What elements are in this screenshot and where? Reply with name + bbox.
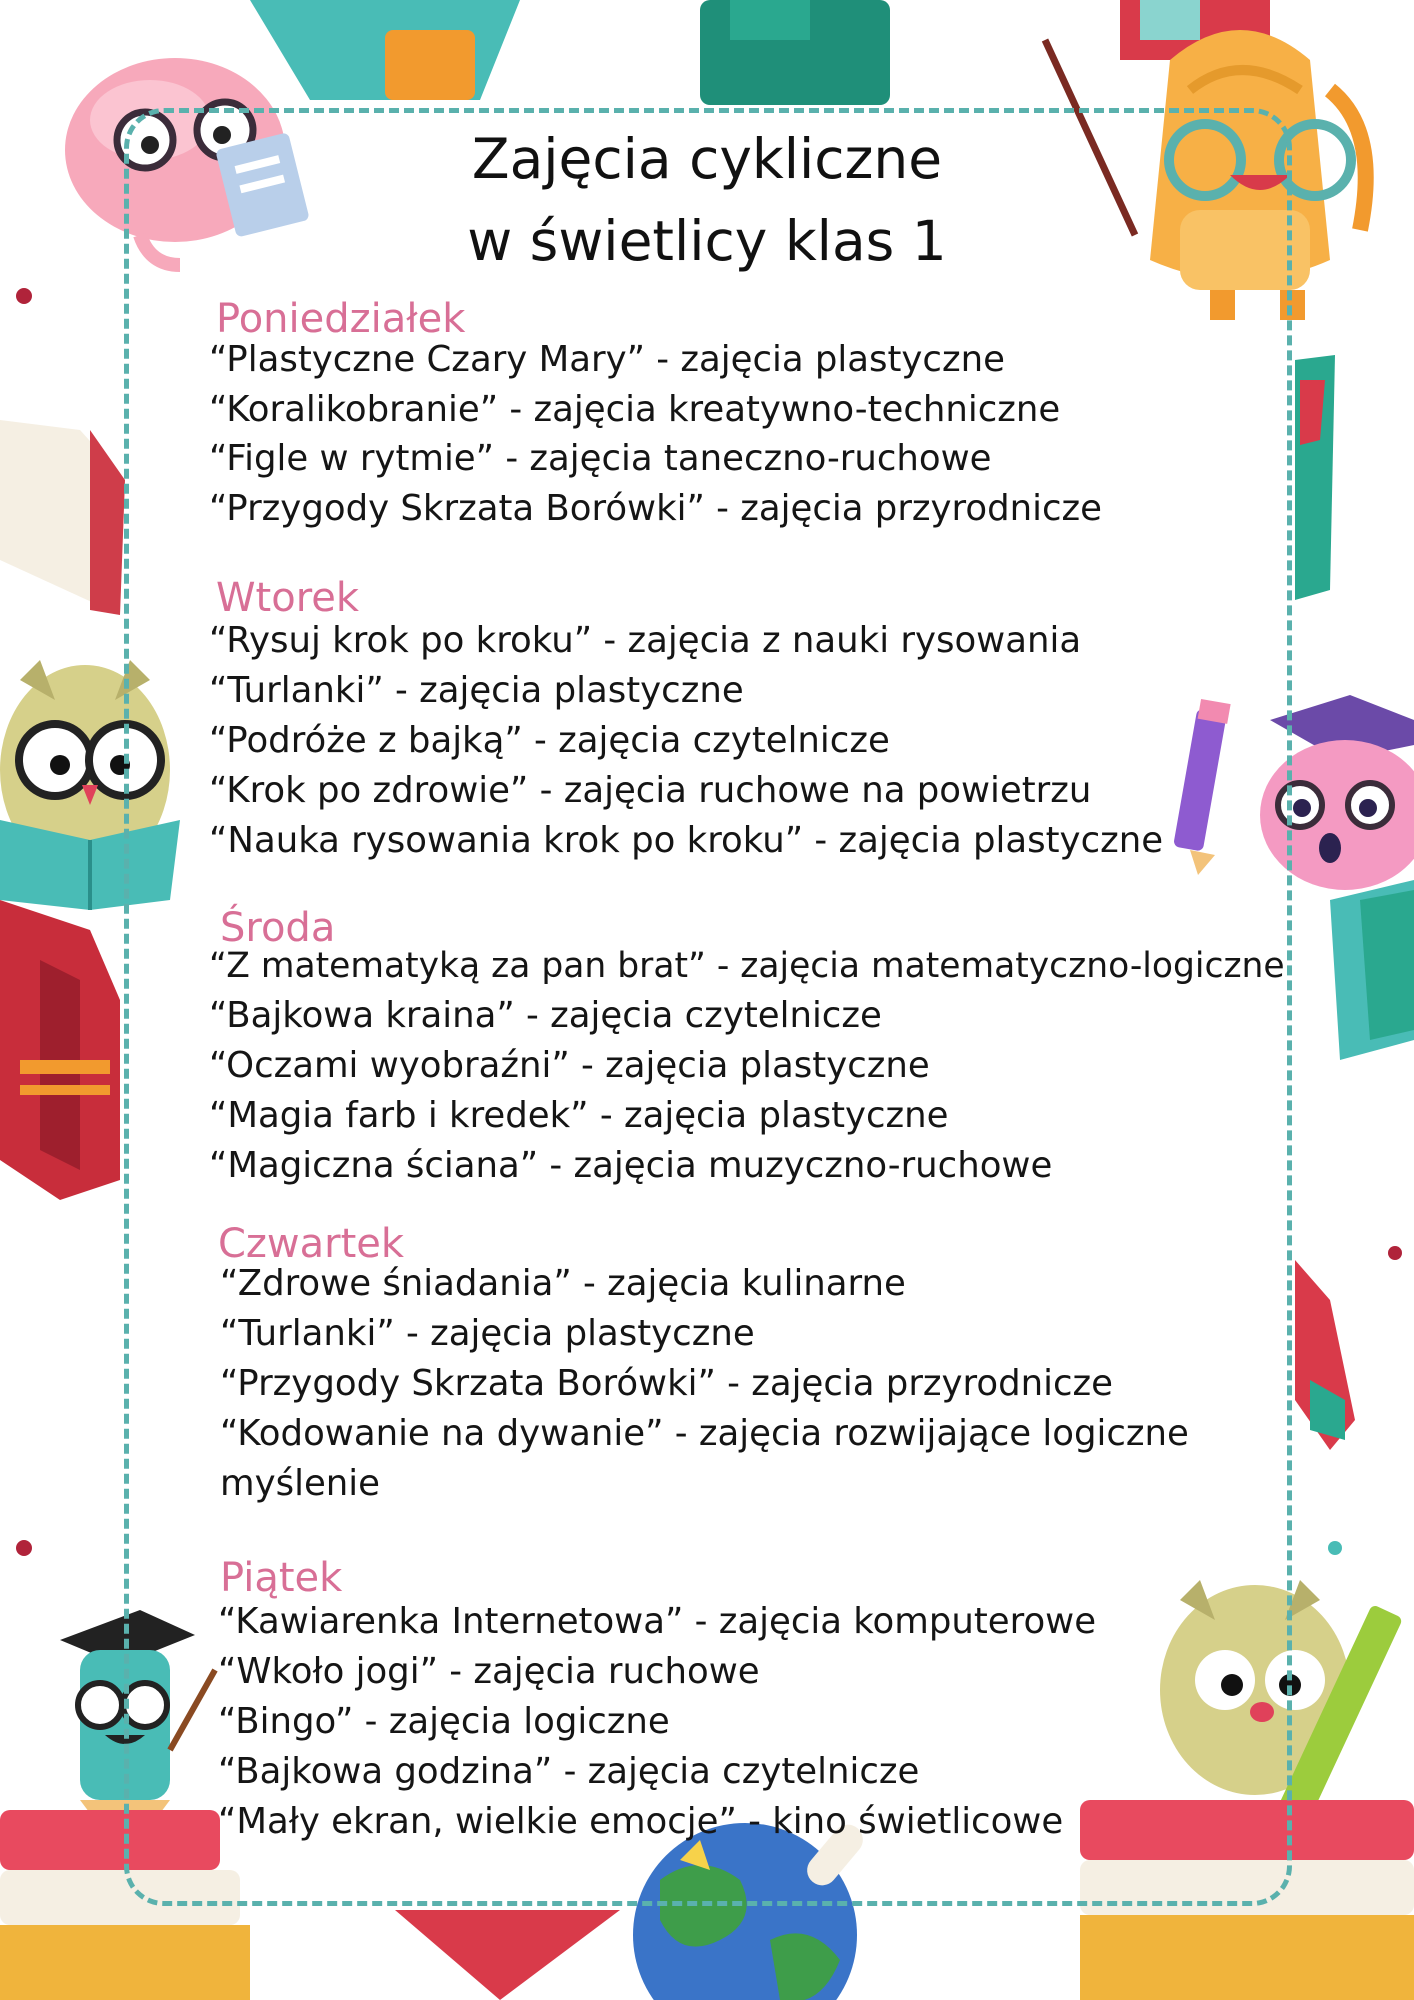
day-heading-thursday: Czwartek [218,1221,405,1267]
activity-item: “Oczami wyobraźni” - zajęcia plastyczne [209,1045,930,1086]
activity-item: “Podróże z bajką” - zajęcia czytelnicze [209,720,890,761]
activity-item: “Koralikobranie” - zajęcia kreatywno-techniczne [209,389,1061,430]
activity-item: “Zdrowe śniadania” - zajęcia kulinarne [220,1263,906,1304]
activity-item: “Bajkowa godzina” - zajęcia czytelnicze [218,1751,920,1792]
title-line-2: w świetlicy klas 1 [467,209,947,273]
activity-item: “Plastyczne Czary Mary” - zajęcia plastyczne [209,339,1005,380]
day-heading-monday: Poniedziałek [216,296,466,342]
activity-item: “Mały ekran, wielkie emocje” - kino świetlicowe [218,1801,1064,1842]
day-heading-tuesday: Wtorek [216,575,360,621]
activity-item: “Nauka rysowania krok po kroku” - zajęcia plastyczne [209,820,1164,861]
activity-item: “Figle w rytmie” - zajęcia taneczno-ruchowe [209,438,992,479]
activity-item: “Wkoło jogi” - zajęcia ruchowe [218,1651,760,1692]
day-heading-wednesday: Środa [220,905,336,951]
activity-item: “Magiczna ściana” - zajęcia muzyczno-ruchowe [209,1145,1053,1186]
activity-item: “Magia farb i kredek” - zajęcia plastyczne [209,1095,949,1136]
title-line-1: Zajęcia cykliczne [471,127,943,191]
activity-item: “Z matematyką za pan brat” - zajęcia matematyczno-logiczne [209,946,1285,986]
activity-item: “Krok po zdrowie” - zajęcia ruchowe na powietrzu [209,770,1092,811]
activity-item: “Kawiarenka Internetowa” - zajęcia komputerowe [218,1601,1097,1642]
activity-item: myślenie [220,1463,380,1504]
day-heading-friday: Piątek [220,1555,343,1601]
activity-item: “Rysuj krok po kroku” - zajęcia z nauki rysowania [209,620,1082,661]
page-title [0,118,1414,282]
top-books-icon [250,0,1270,105]
activity-item: “Turlanki” - zajęcia plastyczne [209,670,744,711]
activity-item: “Bingo” - zajęcia logiczne [218,1701,670,1742]
activity-item: “Kodowanie na dywanie” - zajęcia rozwijające logiczne [220,1413,1189,1454]
activity-item: “Turlanki” - zajęcia plastyczne [220,1313,755,1354]
activity-item: “Przygody Skrzata Borówki” - zajęcia przyrodnicze [209,488,1102,529]
activity-item: “Przygody Skrzata Borówki” - zajęcia przyrodnicze [220,1363,1113,1404]
activity-item: “Bajkowa kraina” - zajęcia czytelnicze [209,995,882,1036]
